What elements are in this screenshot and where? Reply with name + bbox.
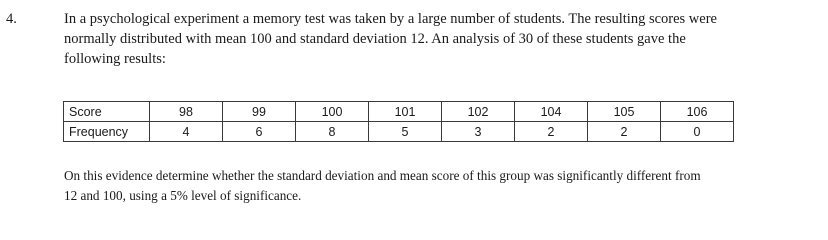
frequency-cell: 2 (515, 122, 588, 142)
score-cell: 98 (150, 102, 223, 122)
frequency-cell: 6 (223, 122, 296, 142)
frequency-cell: 4 (150, 122, 223, 142)
frequency-cell: 0 (661, 122, 734, 142)
score-cell: 104 (515, 102, 588, 122)
conclusion-line: 12 and 100, using a 5% level of significance. (64, 188, 302, 203)
frequency-cell: 3 (442, 122, 515, 142)
question-number: 4. (6, 11, 17, 27)
score-cell: 101 (369, 102, 442, 122)
score-cell: 99 (223, 102, 296, 122)
score-row (64, 102, 734, 122)
question-intro (64, 9, 824, 69)
intro-line: following results: (64, 51, 166, 67)
frequency-cell: 5 (369, 122, 442, 142)
score-cell: 106 (661, 102, 734, 122)
frequency-row (64, 122, 734, 142)
conclusion-line: On this evidence determine whether the standard deviation and mean score of this group was significantly different from (64, 168, 701, 183)
score-header: Score (64, 102, 150, 122)
intro-line: normally distributed with mean 100 and standard deviation 12. An analysis of 30 of these students gave the (64, 31, 686, 47)
frequency-cell: 2 (588, 122, 661, 142)
question-conclusion (64, 166, 701, 206)
intro-line: In a psychological experiment a memory test was taken by a large number of students. The resulting scores were (64, 11, 717, 27)
score-cell: 105 (588, 102, 661, 122)
frequency-cell: 8 (296, 122, 369, 142)
frequency-header: Frequency (64, 122, 150, 142)
score-cell: 100 (296, 102, 369, 122)
score-cell: 102 (442, 102, 515, 122)
results-table (63, 101, 734, 142)
